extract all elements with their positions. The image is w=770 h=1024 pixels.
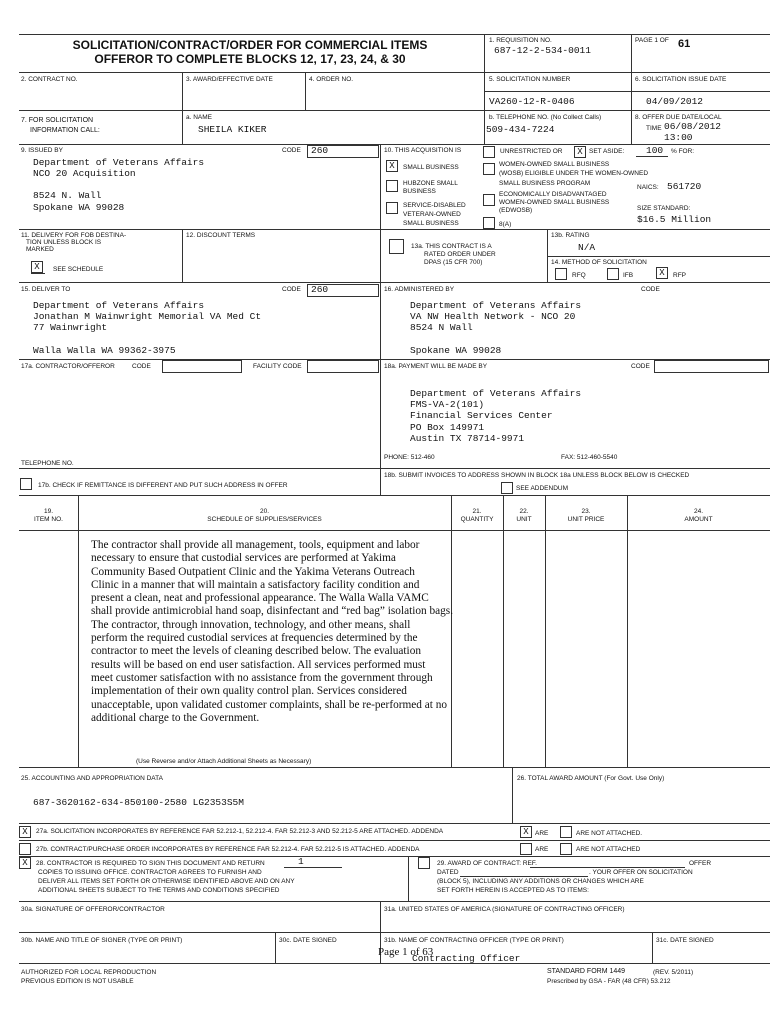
offer-due-date: 06/08/2012 (664, 121, 722, 132)
size-standard-label: SIZE STANDARD: (637, 205, 691, 212)
wosb-label-1: WOMEN-OWNED SMALL BUSINESS (499, 161, 610, 168)
footer-prescribed: Prescribed by GSA - FAR (48 CFR) 53.212 (547, 978, 671, 985)
facility-code-label: FACILITY CODE (253, 363, 302, 370)
eight-a-label: 8(A) (499, 221, 512, 228)
use-reverse-note: (Use Reverse and/or Attach Additional Sheets as Necessary) (136, 758, 312, 765)
page-of-label: PAGE 1 OF (635, 37, 669, 44)
address-line: 8524 N Wall (410, 322, 473, 334)
col-schedule-num: 20. (259, 508, 270, 515)
see-addendum-label: SEE ADDENDUM (516, 485, 569, 492)
schedule-line: necessary to ensure that custodial services are performed at Yakima (91, 552, 396, 565)
27a-are-not-label: ARE NOT ATTACHED. (576, 830, 643, 837)
percent-for-label: % FOR: (671, 148, 695, 155)
name-label: a. NAME (186, 114, 213, 121)
sdvosb-label-2: VETERAN-OWNED (403, 211, 461, 218)
col-item-label: ITEM NO. (34, 516, 63, 523)
remittance-checkbox[interactable] (20, 478, 32, 490)
see-schedule-label: SEE SCHEDULE (53, 266, 104, 273)
address-line: Austin TX 78714-9971 (410, 432, 525, 444)
schedule-line: implementation of their own quality control plan. Services considered (91, 685, 407, 698)
rfq-checkbox[interactable] (555, 268, 567, 280)
see-schedule-checkbox[interactable]: X (31, 261, 43, 273)
delivery-label-2: TION UNLESS BLOCK IS (26, 239, 102, 246)
schedule-line: Clinic in a manner that will maintain a satisfactory facility condition and (91, 578, 420, 591)
delivery-label-3: MARKED (26, 246, 54, 253)
award-date-label: 3. AWARD/EFFECTIVE DATE (186, 76, 273, 83)
contract-no-label: 2. CONTRACT NO. (21, 76, 78, 83)
hubzone-label-2: BUSINESS (403, 188, 436, 195)
offeror-date-label: 30c. DATE SIGNED (279, 937, 337, 944)
form-title-line1: SOLICITATION/CONTRACT/ORDER FOR COMMERCIAL ITEMS (72, 38, 428, 52)
unrestricted-checkbox[interactable] (483, 146, 495, 158)
page-number-overlay: Page 1 of 63 (378, 946, 434, 958)
deliver-to-label: 15. DELIVER TO (21, 286, 71, 293)
address-line: 8524 N. Wall (33, 190, 102, 202)
deliver-to-address (33, 300, 261, 356)
hubzone-label-1: HUBZONE SMALL (403, 180, 458, 187)
address-line: Department of Veterans Affairs (410, 300, 582, 311)
29-checkbox[interactable] (418, 857, 430, 869)
contact-name: SHEILA KIKER (198, 124, 267, 135)
col-unit-price-label: UNIT PRICE (567, 516, 605, 523)
sdvosb-label-3: SMALL BUSINESS (403, 220, 459, 227)
for-info-label-1: 7. FOR SOLICITATION (21, 117, 94, 124)
edwosb-checkbox[interactable] (483, 194, 495, 206)
address-line: Walla Walla WA 99362-3975 (33, 344, 176, 356)
footer-reproduction: AUTHORIZED FOR LOCAL REPRODUCTION (21, 969, 157, 976)
facility-code-box[interactable] (307, 360, 379, 373)
solicitation-number-label: 5. SOLICITATION NUMBER (489, 76, 571, 83)
signer-name-label: 30b. NAME AND TITLE OF SIGNER (TYPE OR PRINT) (21, 937, 183, 944)
rfp-label: RFP (673, 272, 686, 279)
size-standard-value: $16.5 Million (637, 214, 712, 225)
offer-due-label: 8. OFFER DUE DATE/LOCAL (635, 114, 722, 121)
schedule-description (91, 539, 453, 725)
code-label: CODE (631, 363, 650, 370)
remittance-label: 17b. CHECK IF REMITTANCE IS DIFFERENT AND PUT SUCH ADDRESS IN OFFER (38, 482, 288, 489)
ifb-label: IFB (623, 272, 634, 279)
co-signature-label: 31a. UNITED STATES OF AMERICA (SIGNATURE OF CONTRACTING OFFICER) (384, 906, 625, 913)
footer-previous-edition: PREVIOUS EDITION IS NOT USABLE (21, 978, 134, 985)
rfq-label: RFQ (572, 272, 586, 279)
address-line: 77 Wainwright (33, 322, 108, 334)
set-aside-label: SET ASIDE: (589, 148, 625, 155)
page-count: 61 (678, 38, 691, 50)
accounting-label: 25. ACCOUNTING AND APPROPRIATION DATA (21, 775, 163, 782)
schedule-line: meet customer satisfaction with no assistance from the government through (91, 671, 433, 684)
schedule-line: additional charge to the Government. (91, 711, 260, 724)
submit-invoices-label: 18b. SUBMIT INVOICES TO ADDRESS SHOWN IN BLOCK 18a UNLESS BLOCK BELOW IS CHECKED (384, 472, 690, 479)
issued-by-address (33, 157, 204, 213)
29-offer-label: OFFER (689, 860, 712, 867)
schedule-line: shall provide antimicrobial hand soap, disinfectant and “red bag” isolation bags. (91, 605, 454, 618)
administered-by-label: 16. ADMINISTERED BY (384, 286, 455, 293)
27b-are-not-checkbox[interactable] (560, 843, 572, 855)
28-label-2: COPIES TO ISSUING OFFICE. CONTRACTOR AGREES TO FURNISH AND (38, 869, 262, 876)
eight-a-checkbox[interactable] (483, 217, 495, 229)
fax-text: FAX: 512-460-5540 (561, 454, 618, 461)
rating-label: 13b. RATING (551, 232, 590, 239)
edwosb-label-2: WOMEN-OWNED SMALL BUSINESS (499, 199, 610, 206)
sdvosb-label-1: SERVICE-DISABLED (403, 202, 466, 209)
28-label-3: DELIVER ALL ITEMS SET FORTH OR OTHERWISE IDENTIFIED ABOVE AND ON ANY (38, 878, 295, 885)
col-quantity-label: QUANTITY (460, 516, 494, 523)
schedule-line: contractor to meet the levels of cleaning described below. The evaluation (91, 645, 421, 658)
col-quantity-num: 21. (472, 508, 482, 515)
27b-are-not-label: ARE NOT ATTACHED (576, 846, 641, 853)
rated-order-label-2: RATED ORDER UNDER (424, 251, 496, 258)
schedule-line: Community Based Outpatient Clinic and the Yakima Veterans Outreach (91, 565, 415, 578)
footer-revision: (REV. 5/2011) (653, 969, 694, 976)
sdvosb-checkbox[interactable] (386, 202, 398, 214)
29-dated-label: DATED (437, 869, 459, 876)
address-line (410, 334, 581, 345)
address-line: VA NW Health Network - NCO 20 (410, 311, 576, 323)
form-title-line2: OFFEROR TO COMPLETE BLOCKS 12, 17, 23, 24, & 30 (94, 52, 406, 66)
co-name-label: 31b. NAME OF CONTRACTING OFFICER (TYPE OR PRINT) (384, 937, 564, 944)
address-line (33, 179, 204, 190)
27b-are-checkbox[interactable] (520, 843, 532, 855)
wosb-label-2: (WOSB) ELIGIBLE UNDER THE WOMEN-OWNED (499, 170, 649, 177)
address-line: Jonathan M Wainwright Memorial VA Med Ct (33, 311, 262, 323)
payment-code-box[interactable] (654, 360, 769, 373)
contractor-code-box[interactable] (162, 360, 242, 373)
unrestricted-label: UNRESTRICTED OR (500, 148, 563, 155)
solicitation-method-label: 14. METHOD OF SOLICITATION (551, 259, 647, 266)
col-amount-num: 24. (693, 508, 704, 515)
requisition-label: 1. REQUISITION NO. (489, 37, 552, 44)
col-item-num: 19. (43, 508, 54, 515)
29-your-offer: . YOUR OFFER ON SOLICITATION (589, 869, 693, 876)
code-label: CODE (282, 147, 301, 154)
address-line: Department of Veterans Affairs (33, 300, 205, 311)
28-label-1: 28. CONTRACTOR IS REQUIRED TO SIGN THIS DOCUMENT AND RETURN (36, 860, 265, 867)
for-info-label-2: INFORMATION CALL: (30, 127, 100, 134)
wosb-checkbox[interactable] (483, 163, 495, 175)
27a-are-label: ARE (535, 830, 549, 837)
code-label: CODE (132, 363, 151, 370)
payment-address (410, 388, 581, 444)
rated-order-label-1: 13a. THIS CONTRACT IS A (411, 243, 492, 250)
payment-label: 18a. PAYMENT WILL BE MADE BY (384, 363, 488, 370)
rating-value: N/A (578, 242, 596, 253)
col-unit-num: 22. (519, 508, 529, 515)
requisition-number: 687-12-2-534-0011 (494, 45, 591, 56)
29-label-3: (BLOCK 5), INCLUDING ANY ADDITIONS OR CHANGES WHICH ARE (437, 878, 644, 885)
hubzone-checkbox[interactable] (386, 180, 398, 192)
schedule-line: The contractor shall provide all management, tools, equipment and labor (91, 539, 420, 551)
address-line: Department of Veterans Affairs (410, 388, 582, 399)
address-line: Financial Services Center (410, 410, 553, 422)
28-label-4: ADDITIONAL SHEETS SUBJECT TO THE TERMS AND CONDITIONS SPECIFIED (38, 887, 280, 894)
schedule-line: The contractor, through innovation, technology, and other means, shall (91, 618, 411, 631)
address-line: Department of Veterans Affairs (33, 157, 205, 168)
edwosb-label-3: (EDWOSB) (499, 207, 533, 214)
set-aside-checkbox[interactable]: X (574, 146, 586, 158)
rfp-checkbox[interactable]: X (656, 267, 668, 279)
naics-code: 561720 (667, 181, 702, 192)
27a-label: 27a. SOLICITATION INCORPORATES BY REFERENCE FAR 52.212-1, 52.212-4. FAR 52.212-3 AND 52.212-5 ARE ATTACHED. ADDENDA (36, 828, 444, 835)
27b-checkbox[interactable] (19, 843, 31, 855)
discount-terms-label: 12. DISCOUNT TERMS (186, 232, 256, 239)
issued-by-code: 260 (311, 145, 329, 156)
issue-date-label: 6. SOLICITATION ISSUE DATE (635, 76, 727, 83)
27a-are-not-checkbox[interactable] (560, 826, 572, 838)
administered-by-address (410, 300, 581, 356)
col-unit-price-num: 23. (581, 508, 591, 515)
small-business-label: SMALL BUSINESS (403, 164, 459, 171)
27b-label: 27b. CONTRACT/PURCHASE ORDER INCORPORATES BY REFERENCE FAR 52.212-4. FAR 52.212-5 IS ATTACHED. ADDENDA (36, 846, 420, 853)
see-addendum-checkbox[interactable] (501, 482, 513, 494)
27b-are-label: ARE (535, 846, 549, 853)
co-date-label: 31c. DATE SIGNED (656, 937, 714, 944)
code-label: CODE (641, 286, 660, 293)
col-unit-label: UNIT (516, 516, 532, 523)
address-line: NCO 20 Acquisition (33, 168, 136, 180)
29-label-1: 29. AWARD OF CONTRACT: REF. (437, 860, 537, 867)
contractor-label: 17a. CONTRACTOR/OFFEROR (21, 363, 115, 370)
address-line: FMS-VA-2(101) (410, 399, 485, 411)
code-label: CODE (282, 286, 301, 293)
delivery-label-1: 11. DELIVERY FOR FOB DESTINA- (21, 232, 127, 239)
schedule-line: perform the required custodial services at frequencies determined by the (91, 632, 418, 645)
address-line: PO Box 149971 (410, 421, 485, 433)
28-copies: 1 (298, 856, 304, 867)
telephone-no-label: TELEPHONE NO. (21, 460, 74, 467)
col-schedule-label: SCHEDULE OF SUPPLIES/SERVICES (207, 516, 322, 523)
phone-text: PHONE: 512-460 (384, 454, 435, 461)
rated-order-label-3: DPAS (15 CFR 700) (424, 259, 483, 266)
schedule-line: present a clean, neat and professional appearance. The Walla Walla VAMC (91, 592, 429, 605)
offeror-signature-label: 30a. SIGNATURE OF OFFEROR/CONTRACTOR (21, 906, 165, 913)
offer-due-time: 13:00 (664, 132, 693, 143)
deliver-to-code: 260 (311, 284, 329, 295)
issue-date: 04/09/2012 (646, 96, 704, 107)
accounting-data: 687-3620162-634-850100-2580 LG2353S5M (33, 797, 244, 808)
time-label: TIME (646, 125, 662, 132)
acquisition-label: 10. THIS ACQUISITION IS (384, 147, 462, 154)
29-label-4: SET FORTH HEREIN IS ACCEPTED AS TO ITEMS: (437, 887, 589, 894)
issued-by-label: 9. ISSUED BY (21, 147, 63, 154)
col-amount-label: AMOUNT (684, 516, 713, 523)
schedule-line: results will be based on end user satisfaction. All services performed must (91, 658, 426, 671)
edwosb-label-1: ECONOMICALLY DISADVANTAGED (499, 191, 607, 198)
order-no-label: 4. ORDER NO. (309, 76, 354, 83)
ifb-checkbox[interactable] (607, 268, 619, 280)
telephone-number: 509-434-7224 (486, 124, 555, 135)
address-line: Spokane WA 99028 (410, 344, 502, 356)
solicitation-number: VA260-12-R-0406 (489, 96, 575, 107)
small-business-checkbox[interactable]: X (386, 160, 398, 172)
28-checkbox[interactable]: X (19, 857, 31, 869)
27a-checkbox[interactable]: X (19, 826, 31, 838)
total-award-label: 26. TOTAL AWARD AMOUNT (For Govt. Use Only) (517, 775, 665, 782)
27a-are-checkbox[interactable]: X (520, 826, 532, 838)
naics-label: NAICS: (637, 184, 659, 191)
wosb-label-3: SMALL BUSINESS PROGRAM (499, 180, 591, 187)
address-line (33, 334, 261, 345)
address-line: Spokane WA 99028 (33, 201, 125, 213)
schedule-line: unacceptable, upon validated customer complaints, shall be re-performed at no (91, 698, 448, 711)
rated-order-checkbox[interactable] (389, 239, 404, 254)
telephone-label: b. TELEPHONE NO. (No Collect Calls) (489, 114, 602, 121)
footer-form-name: STANDARD FORM 1449 (547, 968, 626, 975)
contracting-officer-title: Contracting Officer (412, 953, 521, 964)
set-aside-percent: 100 (646, 145, 664, 156)
